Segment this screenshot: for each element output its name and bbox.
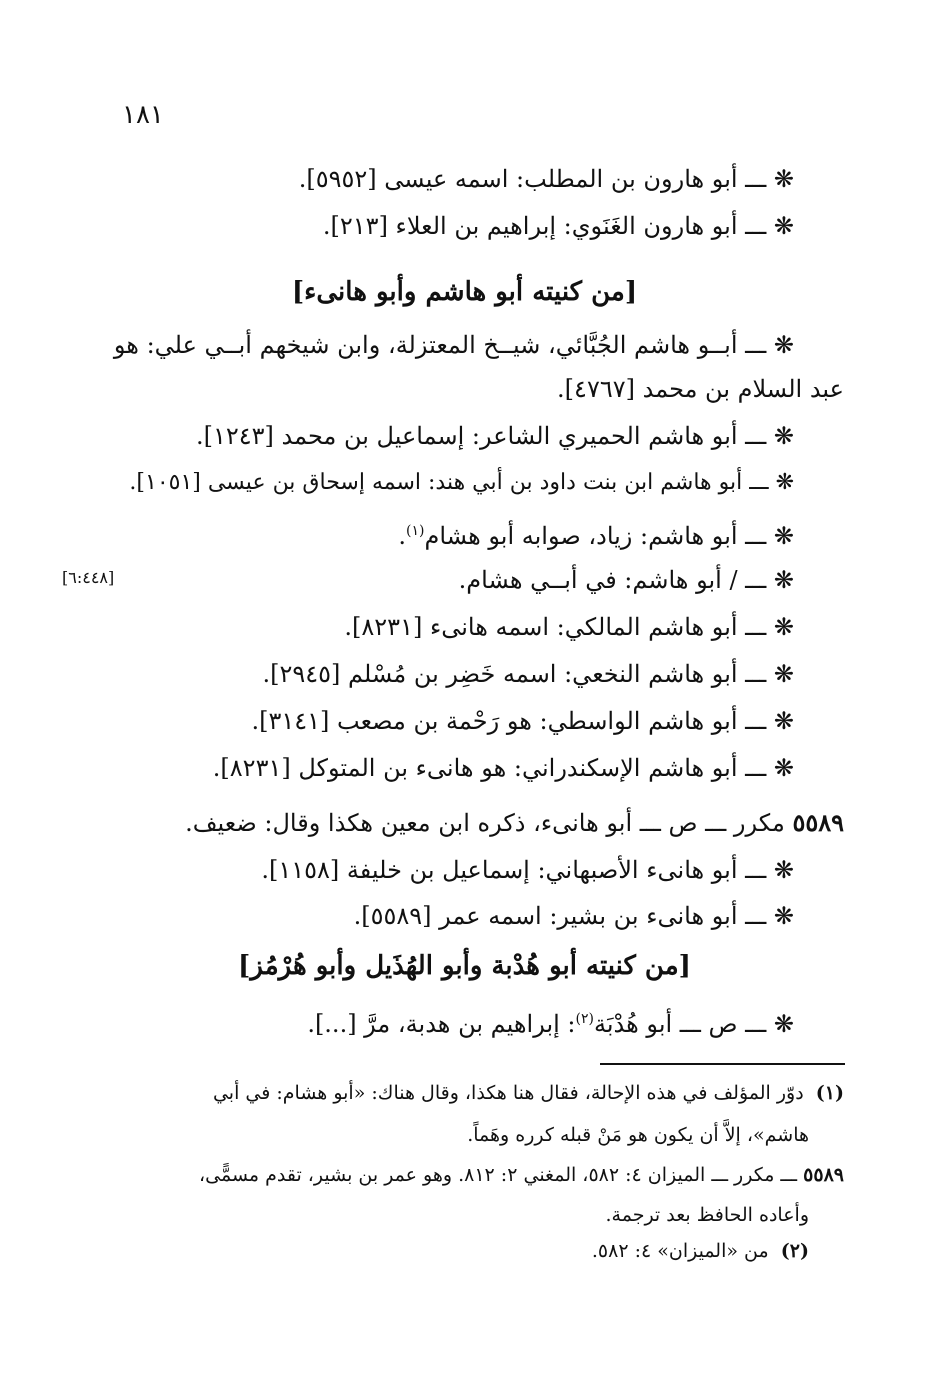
margin-reference: [٦:٤٤٨] (62, 568, 115, 587)
entry-text: ❋ ـــ أبو هاشم: زياد، صوابه أبو هشام (424, 522, 794, 550)
section-heading: [من كنيته أبو هاشم وأبو هانىء] (291, 277, 638, 307)
entry-line (185, 806, 844, 840)
entry-line (398, 514, 794, 553)
entry-text: . (398, 522, 407, 550)
page-number: ١٨١ (122, 100, 164, 130)
footnote-number: (١) (815, 1082, 844, 1104)
entry-line: ❋ ـــ أبو هاشم الإسكندراني: هو هانىء بن المتوكل [٨٢٣١]. (212, 754, 794, 782)
footnote-ref: (١) (406, 523, 425, 539)
footnote-text: من «الميزان» ٤: ٥٨٢. (591, 1240, 769, 1262)
footnote-continued: هاشم»، إلاَّ أن يكون هو مَنْ قبله كرره وهَماً. (467, 1124, 809, 1146)
entry-line: ❋ ـــ أبو هاشم ابن بنت داود بن أبي هند: اسمه إسحاق بن عيسى [١٠٥١]. (129, 470, 794, 495)
footnote (199, 1160, 844, 1190)
entry-line: ❋ ـــ أبو هانىء بن بشير: اسمه عمر [٥٥٨٩]. (353, 902, 794, 930)
footnote-continued: وأعاده الحافظ بعد ترجمة. (605, 1204, 809, 1226)
section-heading: [من كنيته أبو هُدْبة وأبو الهُذَيل وأبو هُرْمُز] (238, 951, 691, 981)
entry-line: ❋ ـــ أبو هاشم النخعي: اسمه خَضِر بن مُسْلم [٢٩٤٥]. (262, 660, 794, 688)
entry-line: ❋ ـــ أبو هارون بن المطلب: اسمه عيسى [٥٩٥٢]. (298, 165, 794, 193)
footnote-text: ـــ مكرر ـــ الميزان ٤: ٥٨٢، المغني ٢: ٨١٢. وهو عمر بن بشير، تقدم مسمًّى، (198, 1164, 804, 1186)
footnote (213, 1078, 844, 1108)
footnote-ref: (٢) (575, 1011, 594, 1027)
entry-number: ٥٥٨٩ (792, 808, 844, 837)
entry-line: ❋ ـــ أبو هارون الغَنَوي: إبراهيم بن العلاء [٢١٣]. (322, 212, 794, 240)
entry-text: ❋ ـــ ص ـــ أبو هُدْبَة (593, 1010, 794, 1038)
footnote-number: ٥٥٨٩ (803, 1164, 844, 1186)
entry-line: ❋ ـــ أبو هانىء الأصبهاني: إسماعيل بن خليفة [١١٥٨]. (261, 856, 794, 884)
entry-line: ❋ ـــ أبو هاشم الحميري الشاعر: إسماعيل بن محمد [١٢٤٣]. (195, 422, 794, 450)
entry-line: ❋ ـــ أبو هاشم المالكي: اسمه هانىء [٨٢٣١]. (344, 613, 794, 641)
footnote-text: دوّر المؤلف في هذه الإحالة، فقال هنا هكذا، وقال هناك: «أبو هشام: في أبي (212, 1082, 804, 1104)
footnote-divider (600, 1063, 845, 1065)
footnote-number: (٢) (780, 1240, 809, 1262)
entry-line: ❋ ـــ / أبو هاشم: في أبــي هشام. (458, 566, 794, 594)
entry-line (307, 1002, 794, 1041)
entry-line: ❋ ـــ أبو هاشم الواسطي: هو رَحْمة بن مصعب [٣١٤١]. (251, 707, 794, 735)
entry-text: مكرر ـــ ص ـــ أبو هانىء، ذكره ابن معين هكذا وقال: ضعيف. (185, 809, 793, 837)
footnote (592, 1236, 809, 1266)
entry-line-continued: عبد السلام بن محمد [٤٧٦٧]. (557, 375, 844, 403)
entry-line: ❋ ـــ أبــو هاشم الجُبَّائي، شيــخ المعتزلة، وابن شيخهم أبــي علي: هو (113, 331, 794, 359)
entry-text: : إبراهيم بن هدبة، مرَّ [...]. (307, 1010, 576, 1038)
